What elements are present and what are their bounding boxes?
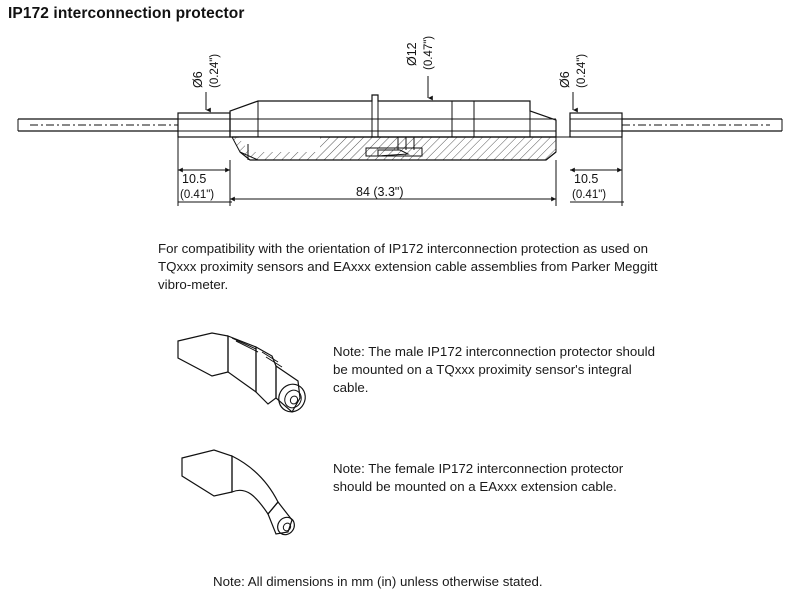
label-dia12-inch: (0.47") [423, 35, 435, 70]
label-dia6-right: Ø6 [558, 71, 572, 88]
callout-dia12 [405, 36, 435, 98]
female-connector-illustration [182, 450, 298, 538]
sleeve-left [178, 113, 230, 137]
label-dia12: Ø12 [405, 42, 419, 66]
label-dia6-right-inch: (0.24") [576, 53, 588, 88]
page-title: IP172 interconnection protector [8, 5, 245, 22]
protector-body [230, 95, 556, 137]
callout-dia6-right [558, 54, 588, 110]
note-female-connector: Note: The female IP172 interconnection protector should be mounted on a EAxxx extension cable. [333, 461, 624, 494]
dimension-total-84 [230, 185, 556, 199]
dimension-left-105 [178, 170, 232, 202]
label-dia6-left-inch: (0.24") [209, 53, 221, 88]
compatibility-note: For compatibility with the orientation of IP172 interconnection protection as used on TQxxx proximity sensors and EAxxx extension cable assemblies from Parker Meggitt vibro-meter. [158, 241, 658, 292]
label-len-total: 84 (3.3") [356, 185, 404, 199]
cable-right [622, 119, 782, 131]
label-len-left-inch: (0.41") [180, 189, 215, 201]
label-dia6-left: Ø6 [191, 71, 205, 88]
male-connector-illustration [178, 333, 310, 416]
sleeve-right [570, 113, 622, 137]
cable-left [18, 119, 178, 131]
label-len-right-inch: (0.41") [572, 189, 607, 201]
dimension-right-105 [570, 170, 624, 202]
note-dimensions: Note: All dimensions in mm (in) unless otherwise stated. [213, 574, 543, 589]
label-len-right: 10.5 [574, 172, 599, 186]
label-len-left: 10.5 [182, 172, 207, 186]
note-male-connector: Note: The male IP172 interconnection protector should be mounted on a TQxxx proximity sensor's integral cable. [333, 344, 656, 395]
callout-dia6-left [191, 54, 221, 110]
